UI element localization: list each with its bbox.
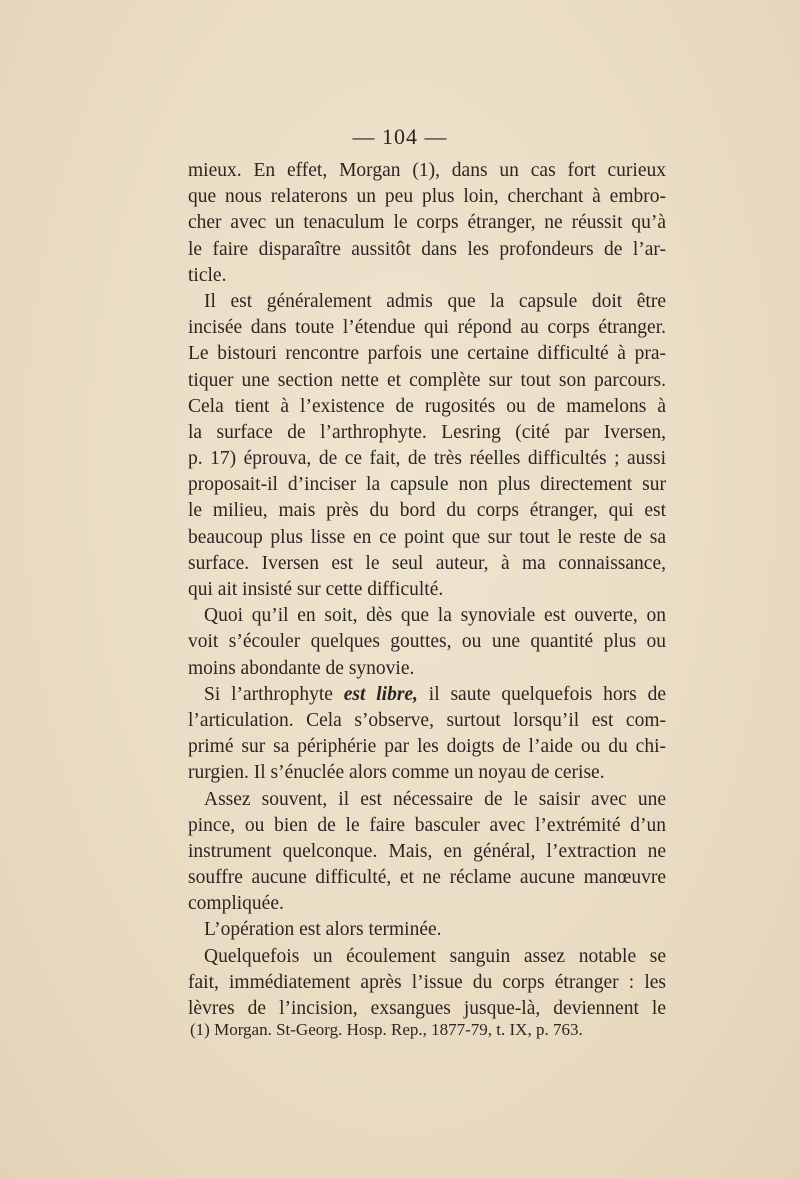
text-line: l’articulation. Cela s’observe, surtout lorsqu’il est com- — [188, 709, 666, 731]
text-line: le faire disparaître aussitôt dans les profondeurs de l’ar- — [188, 238, 666, 260]
text-line: Quelquefois un écoulement sanguin assez notable se — [204, 945, 666, 967]
text-line: le milieu, mais près du bord du corps étranger, qui est — [188, 500, 666, 522]
text-line: instrument quelconque. Mais, en général, l’extraction ne — [188, 840, 666, 862]
text-line: que nous relaterons un peu plus loin, cherchant à embro- — [188, 186, 666, 208]
text-line: ticle. — [188, 264, 227, 286]
text-line: Quoi qu’il en soit, dès que la synoviale est ouverte, on — [204, 605, 666, 627]
text-line: beaucoup plus lisse en ce point que sur tout le reste de sa — [188, 526, 666, 548]
body-text — [188, 158, 666, 1022]
text-line: L’opération est alors terminée. — [204, 919, 442, 941]
text-line: la surface de l’arthrophyte. Lesring (cité par Iversen, — [188, 421, 666, 443]
text-line: tiquer une section nette et complète sur tout son parcours. — [188, 369, 666, 391]
text-line: p. 17) éprouva, de ce fait, de très réelles difficultés ; aussi — [188, 448, 666, 470]
text-line — [188, 682, 666, 708]
page-number: — 104 — — [352, 124, 448, 149]
text-segment: il saute quelquefois hors de — [417, 683, 666, 705]
text-line: primé sur sa périphérie par les doigts de l’aide ou du chi- — [188, 736, 666, 758]
text-line: surface. Iversen est le seul auteur, à ma connaissance, — [188, 552, 666, 574]
text-line: Cela tient à l’existence de rugosités ou de mamelons à — [188, 395, 666, 417]
text-line: lèvres de l’incision, exsangues jusque-là, deviennent le — [188, 998, 666, 1019]
text-line: moins abondante de synovie. — [188, 657, 415, 679]
text-line: rurgien. Il s’énuclée alors comme un noyau de cerise. — [188, 762, 605, 784]
text-line: proposait-il d’inciser la capsule non plus directement sur — [188, 474, 666, 496]
text-line: Il est généralement admis que la capsule doit être — [204, 290, 666, 312]
text-line: mieux. En effet, Morgan (1), dans un cas fort curieux — [188, 160, 666, 181]
text-line: fait, immédiatement après l’issue du corps étranger : les — [188, 971, 666, 993]
text-line: Assez souvent, il est nécessaire de le saisir avec une — [204, 788, 666, 810]
text-segment: Si l’arthrophyte — [204, 683, 344, 705]
footnote: (1) Morgan. St-Georg. Hosp. Rep., 1877-79, t. IX, p. 763. — [190, 1020, 583, 1039]
text-line: Le bistouri rencontre parfois une certaine difficulté à pra- — [188, 343, 666, 365]
text-line: voit s’écouler quelques gouttes, ou une quantité plus ou — [188, 631, 666, 653]
text-line: incisée dans toute l’étendue qui répond au corps étranger. — [188, 317, 666, 339]
text-line: pince, ou bien de le faire basculer avec l’extrémité d’un — [188, 814, 666, 836]
text-line: cher avec un tenaculum le corps étranger, ne réussit qu’à — [188, 212, 666, 234]
text-line: souffre aucune difficulté, et ne réclame aucune manœuvre — [188, 867, 666, 889]
text-line: qui ait insisté sur cette difficulté. — [188, 579, 444, 600]
emphasis-text: est libre, — [343, 683, 418, 705]
text-line: compliquée. — [188, 893, 284, 915]
